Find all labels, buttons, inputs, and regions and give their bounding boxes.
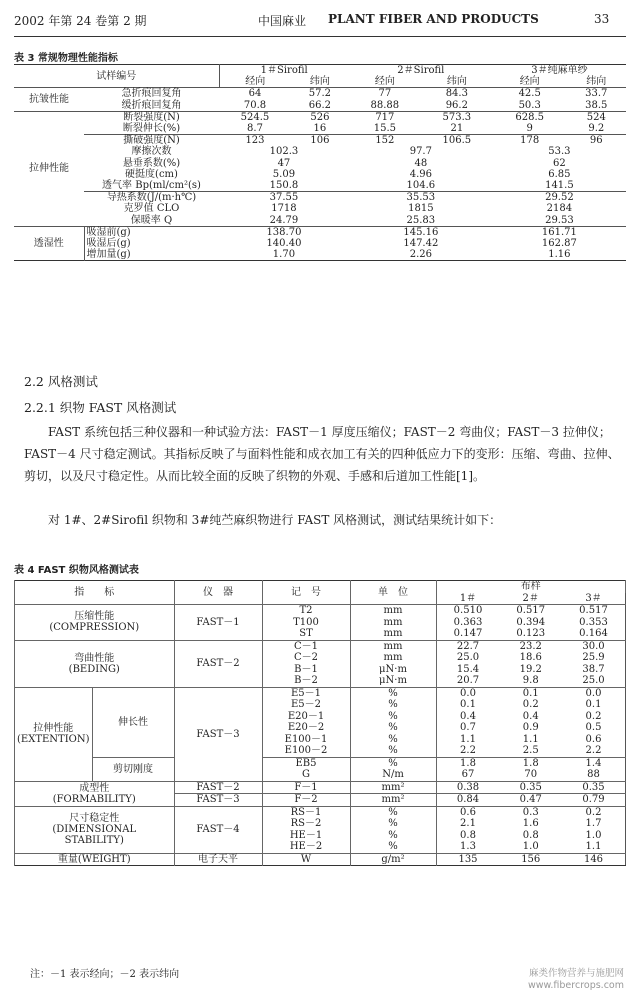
value-cell: 48 xyxy=(414,157,428,169)
table-row xyxy=(15,757,626,769)
row-label: 悬垂系数(%) xyxy=(122,157,181,169)
row-label: 增加量(g) xyxy=(86,249,131,261)
symbol-cell: HE－2 xyxy=(262,841,350,853)
value-cell: 145.16 xyxy=(349,226,493,238)
table-row xyxy=(14,249,626,261)
table-row xyxy=(15,806,626,818)
symbol-cell: C－2 xyxy=(262,652,350,664)
paragraph-fast-intro: FAST 系统包括三种仪器和一种试验方法：FAST－1 厚度压缩仪；FAST－2 弯曲仪；FAST－3 拉伸仪；FAST－4 尺寸稳定测试。其指标反映了与面料性能和成衣加工有关的四种低应力下的变形：压缩、弯曲、拉伸、剪切，以及尺寸稳定性。从而比较全面的反映了织物的外观、手感和后道加工性能[1]。 xyxy=(24,425,620,483)
value-cell: 123 xyxy=(219,135,291,147)
symbol-cell: E100－1 xyxy=(262,734,350,746)
value-cell: 0.510 xyxy=(436,605,499,617)
unit-cell: % xyxy=(350,722,436,734)
value-cell: 25.83 xyxy=(406,214,436,226)
value-cell: 0.38 xyxy=(436,781,499,794)
value-cell: 0.9 xyxy=(522,722,539,734)
value-cell: 0.1 xyxy=(585,699,602,711)
row-label: 硬挺度(cm) xyxy=(125,168,178,180)
value-cell: 1.3 xyxy=(460,841,476,853)
symbol-cell: RS－1 xyxy=(262,806,350,818)
value-cell: 8.7 xyxy=(247,123,263,135)
table-row xyxy=(15,640,626,652)
value-cell: 0.363 xyxy=(453,616,483,628)
value-cell: 0.8 xyxy=(460,829,476,841)
value-cell: 9.8 xyxy=(522,675,539,687)
value-cell: 77 xyxy=(349,88,421,100)
value-cell: 147.42 xyxy=(403,237,439,249)
value-cell: 20.7 xyxy=(456,675,480,687)
group-label xyxy=(15,781,175,806)
value-cell: 0.8 xyxy=(522,829,539,841)
unit-cell: mm xyxy=(350,628,436,640)
value-cell: 1718 xyxy=(271,203,297,215)
value-cell: 524 xyxy=(567,111,626,123)
value-cell: 1.16 xyxy=(548,249,571,261)
value-cell: 25.0 xyxy=(456,652,480,664)
column-header: 试样编号 xyxy=(14,65,219,88)
header-symbol: 记 号 xyxy=(262,581,350,605)
value-cell: 35.53 xyxy=(349,192,493,204)
unit-cell: mm xyxy=(350,605,436,617)
value-cell: 146 xyxy=(562,853,626,866)
value-cell: 2.2 xyxy=(585,745,602,757)
value-cell: 33.7 xyxy=(567,88,626,100)
row-label: 保暖率 Q xyxy=(130,214,173,226)
symbol-cell: F－2 xyxy=(262,794,350,807)
value-cell: 106 xyxy=(291,135,349,147)
row-label: 克罗值 CLO xyxy=(123,203,180,215)
group-label: 透湿性 xyxy=(14,226,84,261)
group-label xyxy=(15,687,93,781)
table-row xyxy=(14,192,626,204)
instrument-cell: FAST－3 xyxy=(174,687,262,781)
value-cell: 0.7 xyxy=(460,722,476,734)
sample-header: 3＃纯麻单纱 xyxy=(531,65,588,77)
unit-cell: % xyxy=(350,687,436,699)
header-rule xyxy=(14,36,626,37)
journal-name-cn: 中国麻业 xyxy=(258,14,307,28)
value-cell: 0.0 xyxy=(562,687,626,699)
group-name: 重量(WEIGHT) xyxy=(57,853,131,865)
value-cell: 38.7 xyxy=(582,663,605,675)
value-cell: 0.353 xyxy=(579,616,608,628)
row-label: 吸湿前(g) xyxy=(84,226,219,238)
value-cell: 0.123 xyxy=(516,628,546,640)
value-cell: 19.2 xyxy=(519,663,542,675)
value-cell: 96 xyxy=(567,135,626,147)
unit-cell: % xyxy=(350,806,436,818)
watermark xyxy=(528,968,624,992)
value-cell: 1.0 xyxy=(522,841,539,853)
instrument-cell: FAST－1 xyxy=(174,605,262,641)
value-cell: 97.7 xyxy=(409,146,432,158)
row-label: 摩擦次数 xyxy=(131,146,172,158)
header-sample: 布样 xyxy=(436,581,625,593)
value-cell: 1.8 xyxy=(499,757,562,769)
symbol-cell: T100 xyxy=(262,617,350,629)
value-cell: 178 xyxy=(493,135,567,147)
value-cell: 22.7 xyxy=(436,640,499,652)
symbol-cell: B－2 xyxy=(262,675,350,687)
table-row xyxy=(15,853,626,866)
row-label: 透气率 Bp(ml/cm²(s) xyxy=(102,179,201,191)
value-cell: 140.40 xyxy=(266,237,302,249)
symbol-cell: E20－2 xyxy=(262,722,350,734)
instrument-cell: FAST－3 xyxy=(174,794,262,807)
group-name: 成型性 xyxy=(79,782,110,794)
value-cell: 47 xyxy=(277,157,291,169)
value-cell: 138.70 xyxy=(219,226,349,238)
value-cell: 29.53 xyxy=(545,214,574,226)
paragraph-fast-test: 对 1#、2#Sirofil 织物和 3#纯苎麻织物进行 FAST 风格测试，测试结果统计如下： xyxy=(48,513,502,527)
watermark-line2: www.fibercrops.com xyxy=(527,980,624,991)
unit-cell: g/m² xyxy=(350,853,436,866)
value-cell: 0.79 xyxy=(562,794,626,807)
unit-cell: % xyxy=(350,734,436,746)
value-cell: 152 xyxy=(349,135,421,147)
value-cell: 0.517 xyxy=(499,605,562,617)
value-cell: 25.0 xyxy=(582,675,605,687)
value-cell: 2184 xyxy=(546,203,573,215)
value-cell: 50.3 xyxy=(518,99,541,111)
group-name-en: (BEDING) xyxy=(68,663,120,675)
value-cell: 1.8 xyxy=(436,757,499,769)
group-label xyxy=(15,853,175,866)
group-label: 抗皱性能 xyxy=(14,88,84,111)
group-label: 拉伸性能 xyxy=(14,111,84,226)
table-row xyxy=(14,238,626,249)
unit-cell: N/m xyxy=(350,769,436,781)
row-label: 吸湿后(g) xyxy=(86,237,131,249)
value-cell: 573.3 xyxy=(421,111,493,123)
value-cell: 9.2 xyxy=(588,123,605,135)
value-cell: 2.1 xyxy=(460,818,476,830)
value-cell: 628.5 xyxy=(493,111,567,123)
value-cell: 0.4 xyxy=(460,710,476,722)
symbol-cell: B－1 xyxy=(262,664,350,676)
value-cell: 70.8 xyxy=(243,99,267,111)
group-label xyxy=(15,640,175,687)
value-cell: 0.4 xyxy=(522,710,539,722)
sample-header: 1＃ xyxy=(459,592,477,604)
value-cell: 1.70 xyxy=(272,249,296,261)
table-row xyxy=(14,100,626,112)
table-row xyxy=(14,158,626,169)
value-cell: 0.1 xyxy=(499,687,562,699)
value-cell: 53.3 xyxy=(548,146,571,158)
symbol-cell: C－1 xyxy=(262,640,350,652)
group-label xyxy=(15,806,175,853)
group-label xyxy=(15,605,175,641)
value-cell: 5.09 xyxy=(272,168,296,180)
row-label: 缓折痕回复角 xyxy=(121,99,182,111)
sample-header: 2＃Sirofil xyxy=(397,65,445,77)
value-cell: 161.71 xyxy=(493,226,626,238)
symbol-cell: F－1 xyxy=(262,781,350,794)
unit-cell: mm xyxy=(350,640,436,652)
symbol-cell: G xyxy=(262,769,350,781)
table-row xyxy=(14,111,626,123)
value-cell: 106.5 xyxy=(421,135,493,147)
instrument-cell: FAST－2 xyxy=(174,781,262,794)
value-cell: 21 xyxy=(450,123,464,135)
row-label: 撕破强度(N) xyxy=(84,135,219,147)
group-name-en: (DIMENSIONAL xyxy=(52,824,137,835)
direction-header: 纬向 xyxy=(309,76,330,88)
symbol-cell: HE－1 xyxy=(262,830,350,842)
group-name: 压缩性能 xyxy=(74,611,115,623)
group-name-en: STABILITY) xyxy=(64,835,124,846)
value-cell: 15.5 xyxy=(373,123,396,135)
sample-header: 2＃ xyxy=(522,592,539,604)
section-heading-2-2-1: 2.2.1 织物 FAST 风格测试 xyxy=(24,400,177,415)
table-row xyxy=(15,781,626,794)
symbol-cell: ST xyxy=(262,628,350,640)
symbol-cell: E5－2 xyxy=(262,699,350,711)
table-row xyxy=(14,169,626,180)
value-cell: 0.394 xyxy=(516,616,546,628)
unit-cell: % xyxy=(350,711,436,723)
value-cell: 57.2 xyxy=(291,88,349,100)
subgroup-label: 剪切刚度 xyxy=(92,757,174,781)
value-cell: 62 xyxy=(553,157,566,169)
value-cell: 2.5 xyxy=(522,745,539,757)
direction-header: 经向 xyxy=(245,76,266,88)
value-cell: 88.88 xyxy=(370,99,400,111)
group-name: 弯曲性能 xyxy=(74,652,115,664)
value-cell: 88 xyxy=(587,769,600,781)
header-unit: 单 位 xyxy=(350,581,436,605)
value-cell: 1.1 xyxy=(585,841,602,853)
direction-header: 经向 xyxy=(519,76,540,88)
unit-cell: % xyxy=(350,699,436,711)
value-cell: 156 xyxy=(499,853,562,866)
journal-issue: 2002 年第 24 卷第 2 期 xyxy=(14,14,147,28)
unit-cell: μN·m xyxy=(350,675,436,687)
value-cell: 526 xyxy=(291,111,349,123)
value-cell: 84.3 xyxy=(421,88,493,100)
value-cell: 0.2 xyxy=(522,699,539,711)
table4 xyxy=(14,580,626,866)
direction-header: 纬向 xyxy=(586,76,607,88)
value-cell: 24.79 xyxy=(269,214,299,226)
value-cell: 2.2 xyxy=(460,745,476,757)
unit-cell: % xyxy=(350,757,436,769)
value-cell: 38.5 xyxy=(585,99,608,111)
group-name-en: (EXTENTION) xyxy=(17,734,90,745)
value-cell: 42.5 xyxy=(493,88,567,100)
table-header-row xyxy=(15,581,626,593)
value-cell: 102.3 xyxy=(269,146,299,158)
value-cell: 15.4 xyxy=(456,663,480,675)
value-cell: 37.55 xyxy=(219,192,349,204)
section-heading-2-2: 2.2 风格测试 xyxy=(24,374,98,389)
table-row xyxy=(14,180,626,192)
value-cell: 0.35 xyxy=(562,781,626,794)
row-label: 断裂伸长(%) xyxy=(122,123,181,135)
sample-header: 1＃Sirofil xyxy=(260,65,308,77)
table-row xyxy=(14,135,626,147)
value-cell: 141.5 xyxy=(545,179,574,191)
value-cell: 18.6 xyxy=(519,652,542,664)
table-row xyxy=(15,605,626,617)
table3-caption: 表 3 常规物理性能指标 xyxy=(14,53,118,64)
unit-cell: mm xyxy=(350,617,436,629)
value-cell: 70 xyxy=(524,769,538,781)
header-instrument: 仪 器 xyxy=(174,581,262,605)
table-header-row xyxy=(14,65,626,77)
symbol-cell: T2 xyxy=(262,605,350,617)
unit-cell: mm² xyxy=(350,794,436,807)
table-row xyxy=(14,214,626,226)
subgroup-label: 伸长性 xyxy=(92,687,174,757)
group-name-en: (FORMABILITY) xyxy=(52,793,136,805)
value-cell: 0.35 xyxy=(499,781,562,794)
value-cell: 0.164 xyxy=(579,628,608,640)
symbol-cell: E20－1 xyxy=(262,711,350,723)
value-cell: 0.2 xyxy=(585,710,602,722)
table3 xyxy=(14,64,626,261)
value-cell: 16 xyxy=(313,123,327,135)
journal-name-en: PLANT FIBER AND PRODUCTS xyxy=(328,12,539,26)
value-cell: 25.9 xyxy=(582,652,605,664)
table4-caption: 表 4 FAST 织物风格测试表 xyxy=(14,565,139,576)
direction-header: 纬向 xyxy=(446,76,467,88)
value-cell: 104.6 xyxy=(406,179,436,191)
header-indicator: 指 标 xyxy=(15,581,175,605)
value-cell: 150.8 xyxy=(269,179,299,191)
value-cell: 162.87 xyxy=(541,237,577,249)
unit-cell: % xyxy=(350,818,436,830)
unit-cell: % xyxy=(350,830,436,842)
unit-cell: μN·m xyxy=(350,664,436,676)
row-label: 导热系数(J/(m·h℃) xyxy=(84,192,219,204)
unit-cell: % xyxy=(350,745,436,757)
value-cell: 1.1 xyxy=(522,733,539,745)
value-cell: 1.4 xyxy=(562,757,626,769)
value-cell: 4.96 xyxy=(409,168,432,180)
symbol-cell: E5－1 xyxy=(262,687,350,699)
value-cell: 29.52 xyxy=(493,192,626,204)
value-cell: 135 xyxy=(436,853,499,866)
value-cell: 67 xyxy=(461,769,475,781)
value-cell: 30.0 xyxy=(562,640,626,652)
sample-header: 3＃ xyxy=(585,592,602,604)
group-name: 尺寸稳定性 xyxy=(69,813,120,824)
group-name: 拉伸性能 xyxy=(33,723,74,734)
value-cell: 64 xyxy=(219,88,291,100)
value-cell: 6.85 xyxy=(548,168,571,180)
value-cell: 0.2 xyxy=(562,806,626,818)
unit-cell: mm² xyxy=(350,781,436,794)
instrument-cell: FAST－2 xyxy=(174,640,262,687)
value-cell: 0.3 xyxy=(499,806,562,818)
symbol-cell: RS－2 xyxy=(262,818,350,830)
table-row xyxy=(15,687,626,699)
table-row xyxy=(14,226,626,238)
table4-note: 注：－1 表示经向；－2 表示纬向 xyxy=(30,969,180,980)
value-cell: 717 xyxy=(349,111,421,123)
group-name-en: (COMPRESSION) xyxy=(49,622,140,634)
watermark-line1: 麻类作物营养与施肥网 xyxy=(528,968,624,979)
value-cell: 1.1 xyxy=(460,733,476,745)
instrument-cell: 电子天平 xyxy=(174,853,262,866)
value-cell: 0.1 xyxy=(460,699,476,711)
value-cell: 96.2 xyxy=(445,99,468,111)
table-row xyxy=(14,88,626,100)
table-row xyxy=(14,123,626,135)
value-cell: 0.0 xyxy=(436,687,499,699)
value-cell: 0.84 xyxy=(436,794,499,807)
value-cell: 0.147 xyxy=(453,628,483,640)
value-cell: 9 xyxy=(526,123,533,135)
symbol-cell: W xyxy=(262,853,350,866)
instrument-cell: FAST－4 xyxy=(174,806,262,853)
value-cell: 0.5 xyxy=(585,722,602,734)
value-cell: 1.7 xyxy=(585,818,602,830)
direction-header: 经向 xyxy=(374,76,395,88)
symbol-cell: E100－2 xyxy=(262,745,350,757)
value-cell: 2.26 xyxy=(409,249,432,261)
value-cell: 1.0 xyxy=(585,829,602,841)
unit-cell: % xyxy=(350,841,436,853)
unit-cell: mm xyxy=(350,652,436,664)
value-cell: 0.6 xyxy=(436,806,499,818)
row-label: 急折痕回复角 xyxy=(84,88,219,100)
value-cell: 0.517 xyxy=(562,605,626,617)
page-number: 33 xyxy=(594,12,610,26)
row-label: 断裂强度(N) xyxy=(84,111,219,123)
value-cell: 66.2 xyxy=(308,99,332,111)
symbol-cell: EB5 xyxy=(262,757,350,769)
value-cell: 1.6 xyxy=(522,818,539,830)
table-row xyxy=(14,203,626,214)
value-cell: 1815 xyxy=(408,203,434,215)
value-cell: 0.47 xyxy=(499,794,562,807)
value-cell: 0.6 xyxy=(585,733,602,745)
value-cell: 524.5 xyxy=(219,111,291,123)
table-row xyxy=(14,146,626,157)
value-cell: 23.2 xyxy=(499,640,562,652)
